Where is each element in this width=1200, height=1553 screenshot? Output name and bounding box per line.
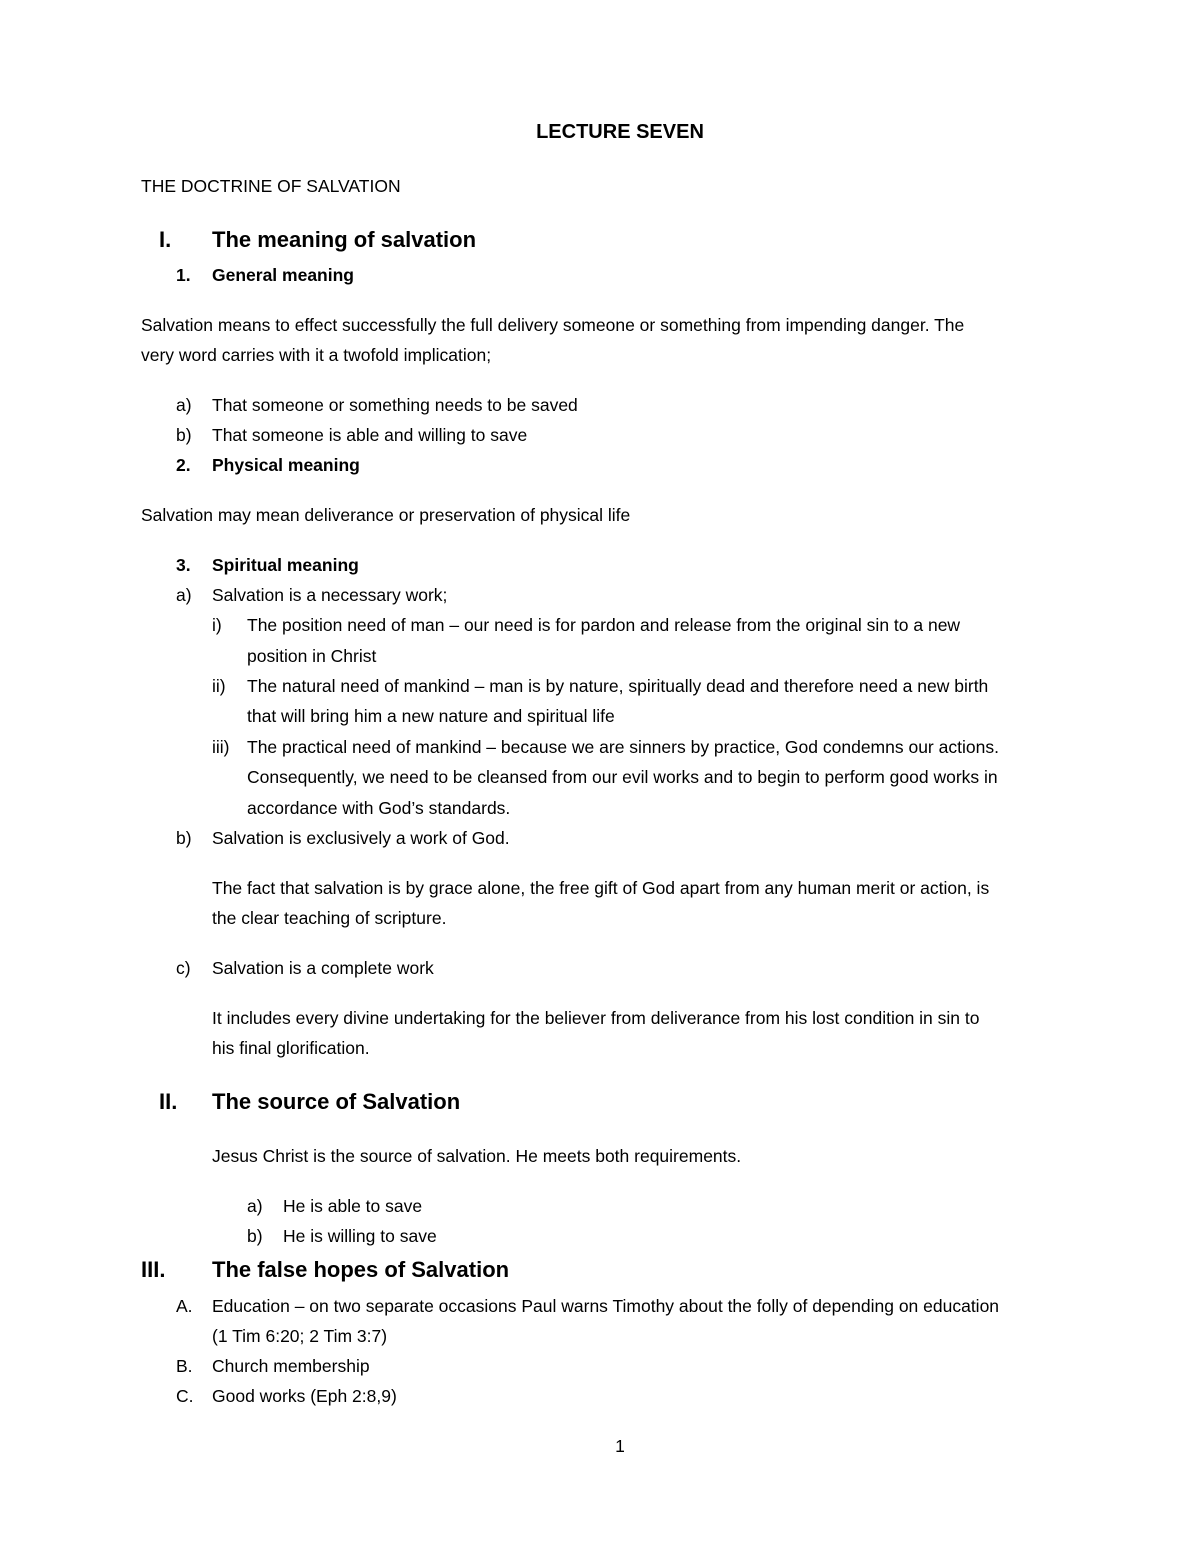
sub-1-number: 1. [176, 265, 191, 285]
roman-item-line: accordance with God’s standards. [247, 798, 511, 818]
roman-marker: ii) [212, 676, 226, 696]
list-item: That someone or something needs to be saved [212, 395, 578, 415]
paragraph-line: The fact that salvation is by grace alone, the free gift of God apart from any human merit or action, is [212, 878, 990, 898]
list-marker: a) [176, 585, 192, 605]
page-number: 1 [615, 1436, 625, 1456]
section-1-number: I. [159, 227, 172, 252]
paragraph-line: very word carries with it a twofold implication; [141, 345, 492, 365]
list-item: Education – on two separate occasions Paul warns Timothy about the folly of depending on education [212, 1296, 1000, 1316]
sub-2-number: 2. [176, 455, 191, 475]
roman-item-line: The natural need of mankind – man is by nature, spiritually dead and therefore need a new birth [247, 676, 989, 696]
sub-3-number: 3. [176, 555, 191, 575]
list-item: (1 Tim 6:20; 2 Tim 3:7) [212, 1326, 388, 1346]
sub-1-heading: General meaning [212, 265, 354, 285]
list-marker: b) [176, 828, 192, 848]
roman-marker: iii) [212, 737, 230, 757]
page-title: LECTURE SEVEN [536, 121, 704, 143]
list-marker: B. [176, 1356, 193, 1376]
section-2-heading: The source of Salvation [212, 1089, 461, 1114]
roman-item-line: Consequently, we need to be cleansed from our evil works and to begin to perform good works in [247, 767, 998, 787]
roman-item-line: The position need of man – our need is for pardon and release from the original sin to a new [247, 615, 961, 635]
roman-item-line: The practical need of mankind – because we are sinners by practice, God condemns our actions. [247, 737, 999, 757]
paragraph-line: Salvation may mean deliverance or preservation of physical life [141, 505, 631, 525]
paragraph-line: It includes every divine undertaking for the believer from deliverance from his lost condition in sin to [212, 1008, 980, 1028]
roman-marker: i) [212, 615, 222, 635]
list-marker: a) [247, 1196, 263, 1216]
list-marker: b) [176, 425, 192, 445]
roman-item-line: position in Christ [247, 646, 377, 666]
paragraph-line: Salvation means to effect successfully the full delivery someone or something from impending danger. The [141, 315, 965, 335]
list-marker: C. [176, 1386, 194, 1406]
list-marker: b) [247, 1226, 263, 1246]
sub-2-heading: Physical meaning [212, 455, 360, 475]
section-3-heading: The false hopes of Salvation [212, 1257, 510, 1282]
list-marker: A. [176, 1296, 193, 1316]
section-1-heading: The meaning of salvation [212, 227, 477, 252]
list-item: That someone is able and willing to save [212, 425, 528, 445]
list-item: He is willing to save [283, 1226, 437, 1246]
list-marker: c) [176, 958, 191, 978]
doc-subtitle: THE DOCTRINE OF SALVATION [141, 176, 401, 196]
list-item: Salvation is a necessary work; [212, 585, 448, 605]
list-item: Good works (Eph 2:8,9) [212, 1386, 397, 1406]
roman-item-line: that will bring him a new nature and spiritual life [247, 706, 615, 726]
section-2-number: II. [159, 1089, 178, 1114]
list-item: Church membership [212, 1356, 370, 1376]
paragraph-line: his final glorification. [212, 1038, 370, 1058]
paragraph-line: Jesus Christ is the source of salvation. He meets both requirements. [212, 1146, 742, 1166]
paragraph-line: the clear teaching of scripture. [212, 908, 447, 928]
section-3-number: III. [141, 1257, 166, 1282]
sub-3-heading: Spiritual meaning [212, 555, 359, 575]
list-item: He is able to save [283, 1196, 423, 1216]
list-item: Salvation is a complete work [212, 958, 434, 978]
list-marker: a) [176, 395, 192, 415]
list-item: Salvation is exclusively a work of God. [212, 828, 510, 848]
